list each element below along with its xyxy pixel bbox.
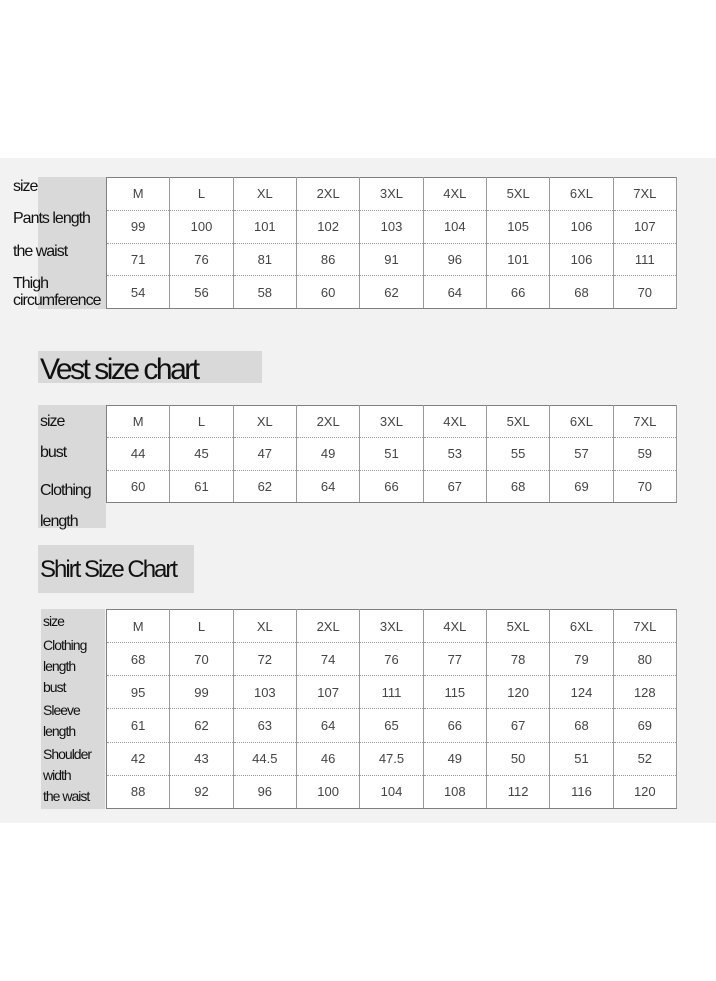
- table-cell: 43: [170, 742, 233, 775]
- shirt-size-header: 5XL: [486, 610, 549, 643]
- table-cell: 61: [107, 709, 170, 742]
- table-cell: 70: [170, 643, 233, 676]
- table-cell: 62: [170, 709, 233, 742]
- pants-size-header: 5XL: [486, 178, 549, 211]
- table-row: [107, 610, 677, 643]
- table-cell: 115: [423, 676, 486, 709]
- table-cell: 92: [170, 775, 233, 808]
- table-cell: 63: [233, 709, 296, 742]
- pants-label-waist: the waist: [13, 243, 68, 260]
- table-cell: 78: [486, 643, 549, 676]
- table-cell: 116: [550, 775, 613, 808]
- table-cell: 104: [360, 775, 423, 808]
- table-cell: 51: [550, 742, 613, 775]
- vest-label-size: size: [40, 413, 65, 430]
- table-cell: 66: [360, 470, 423, 502]
- table-cell: 49: [296, 438, 359, 470]
- table-cell: 86: [296, 243, 359, 276]
- table-row: [107, 210, 677, 243]
- vest-size-header: XL: [233, 406, 296, 438]
- table-cell: 101: [486, 243, 549, 276]
- table-cell: 68: [550, 709, 613, 742]
- table-cell: 66: [423, 709, 486, 742]
- table-row: [107, 676, 677, 709]
- table-cell: 53: [423, 438, 486, 470]
- table-cell: 79: [550, 643, 613, 676]
- table-cell: 96: [423, 243, 486, 276]
- vest-size-header: M: [107, 406, 170, 438]
- vest-size-header: 7XL: [613, 406, 676, 438]
- shirt-size-header: L: [170, 610, 233, 643]
- table-cell: 106: [550, 210, 613, 243]
- table-row: [107, 470, 677, 502]
- table-row: [107, 775, 677, 808]
- table-cell: 120: [613, 775, 676, 808]
- table-cell: 96: [233, 775, 296, 808]
- table-cell: 102: [296, 210, 359, 243]
- table-cell: 105: [486, 210, 549, 243]
- table-cell: 95: [107, 676, 170, 709]
- table-cell: 88: [107, 775, 170, 808]
- table-cell: 104: [423, 210, 486, 243]
- vest-size-header: 3XL: [360, 406, 423, 438]
- shirt-size-header: XL: [233, 610, 296, 643]
- vest-size-table: [106, 405, 677, 503]
- table-cell: 100: [170, 210, 233, 243]
- table-cell: 111: [613, 243, 676, 276]
- pants-size-header: 3XL: [360, 178, 423, 211]
- table-cell: 57: [550, 438, 613, 470]
- pants-size-table: [106, 177, 677, 309]
- table-cell: 68: [486, 470, 549, 502]
- pants-size-header: 4XL: [423, 178, 486, 211]
- table-cell: 112: [486, 775, 549, 808]
- table-cell: 60: [107, 470, 170, 502]
- table-cell: 76: [360, 643, 423, 676]
- table-cell: 55: [486, 438, 549, 470]
- table-cell: 69: [613, 709, 676, 742]
- table-row: [107, 709, 677, 742]
- shirt-label-shoulder-width: Shoulder width: [43, 746, 92, 783]
- vest-chart-title: Vest size chart: [38, 351, 262, 383]
- table-cell: 107: [296, 676, 359, 709]
- table-cell: 64: [296, 709, 359, 742]
- table-cell: 108: [423, 775, 486, 808]
- table-cell: 61: [170, 470, 233, 502]
- table-cell: 100: [296, 775, 359, 808]
- table-cell: 64: [296, 470, 359, 502]
- table-row: [107, 742, 677, 775]
- table-cell: 124: [550, 676, 613, 709]
- table-cell: 81: [233, 243, 296, 276]
- table-cell: 45: [170, 438, 233, 470]
- pants-label-thigh: Thigh circumference: [13, 275, 101, 309]
- table-cell: 49: [423, 742, 486, 775]
- table-row: [107, 438, 677, 470]
- shirt-size-header: 7XL: [613, 610, 676, 643]
- table-cell: 70: [613, 470, 676, 502]
- pants-label-pants-length: Pants length: [13, 210, 90, 227]
- table-cell: 47: [233, 438, 296, 470]
- table-cell: 68: [107, 643, 170, 676]
- table-cell: 47.5: [360, 742, 423, 775]
- table-cell: 107: [613, 210, 676, 243]
- shirt-size-header: 4XL: [423, 610, 486, 643]
- table-row: [107, 178, 677, 211]
- vest-size-header: 6XL: [550, 406, 613, 438]
- vest-size-header: L: [170, 406, 233, 438]
- table-cell: 67: [486, 709, 549, 742]
- table-cell: 103: [233, 676, 296, 709]
- table-cell: 72: [233, 643, 296, 676]
- shirt-size-header: 2XL: [296, 610, 359, 643]
- shirt-size-header: 6XL: [550, 610, 613, 643]
- pants-size-header: 7XL: [613, 178, 676, 211]
- table-cell: 68: [550, 276, 613, 309]
- table-cell: 46: [296, 742, 359, 775]
- table-cell: 64: [423, 276, 486, 309]
- shirt-size-table: [106, 609, 677, 809]
- table-cell: 101: [233, 210, 296, 243]
- vest-label-clothing-length: Clothing length: [40, 482, 91, 530]
- table-cell: 58: [233, 276, 296, 309]
- vest-size-header: 2XL: [296, 406, 359, 438]
- pants-size-header: L: [170, 178, 233, 211]
- table-cell: 60: [296, 276, 359, 309]
- table-cell: 74: [296, 643, 359, 676]
- table-cell: 77: [423, 643, 486, 676]
- vest-size-header: 4XL: [423, 406, 486, 438]
- table-cell: 56: [170, 276, 233, 309]
- table-cell: 51: [360, 438, 423, 470]
- table-row: [107, 406, 677, 438]
- shirt-label-bust: bust: [43, 679, 66, 695]
- table-cell: 67: [423, 470, 486, 502]
- table-cell: 62: [360, 276, 423, 309]
- table-cell: 44: [107, 438, 170, 470]
- table-row: [107, 243, 677, 276]
- table-cell: 106: [550, 243, 613, 276]
- shirt-label-waist: the waist: [43, 788, 90, 804]
- table-cell: 65: [360, 709, 423, 742]
- shirt-label-sleeve-length: Sleeve length: [43, 702, 80, 739]
- pants-size-header: 2XL: [296, 178, 359, 211]
- table-cell: 80: [613, 643, 676, 676]
- table-cell: 59: [613, 438, 676, 470]
- table-cell: 42: [107, 742, 170, 775]
- table-cell: 103: [360, 210, 423, 243]
- table-cell: 71: [107, 243, 170, 276]
- table-cell: 66: [486, 276, 549, 309]
- vest-label-bust: bust: [40, 444, 67, 461]
- pants-size-header: XL: [233, 178, 296, 211]
- shirt-chart-title: Shirt Size Chart: [38, 545, 194, 593]
- shirt-size-header: 3XL: [360, 610, 423, 643]
- pants-size-header: M: [107, 178, 170, 211]
- table-cell: 44.5: [233, 742, 296, 775]
- shirt-size-header: M: [107, 610, 170, 643]
- table-cell: 111: [360, 676, 423, 709]
- table-cell: 69: [550, 470, 613, 502]
- table-cell: 99: [170, 676, 233, 709]
- table-cell: 91: [360, 243, 423, 276]
- pants-size-header: 6XL: [550, 178, 613, 211]
- table-cell: 62: [233, 470, 296, 502]
- shirt-label-size: size: [43, 613, 64, 629]
- shirt-label-clothing-length: Clothing length: [43, 637, 87, 674]
- table-cell: 128: [613, 676, 676, 709]
- table-cell: 99: [107, 210, 170, 243]
- table-row: [107, 643, 677, 676]
- table-cell: 54: [107, 276, 170, 309]
- table-cell: 120: [486, 676, 549, 709]
- table-cell: 76: [170, 243, 233, 276]
- vest-size-header: 5XL: [486, 406, 549, 438]
- table-cell: 50: [486, 742, 549, 775]
- table-cell: 52: [613, 742, 676, 775]
- table-row: [107, 276, 677, 309]
- table-cell: 70: [613, 276, 676, 309]
- pants-label-size: size: [13, 178, 38, 195]
